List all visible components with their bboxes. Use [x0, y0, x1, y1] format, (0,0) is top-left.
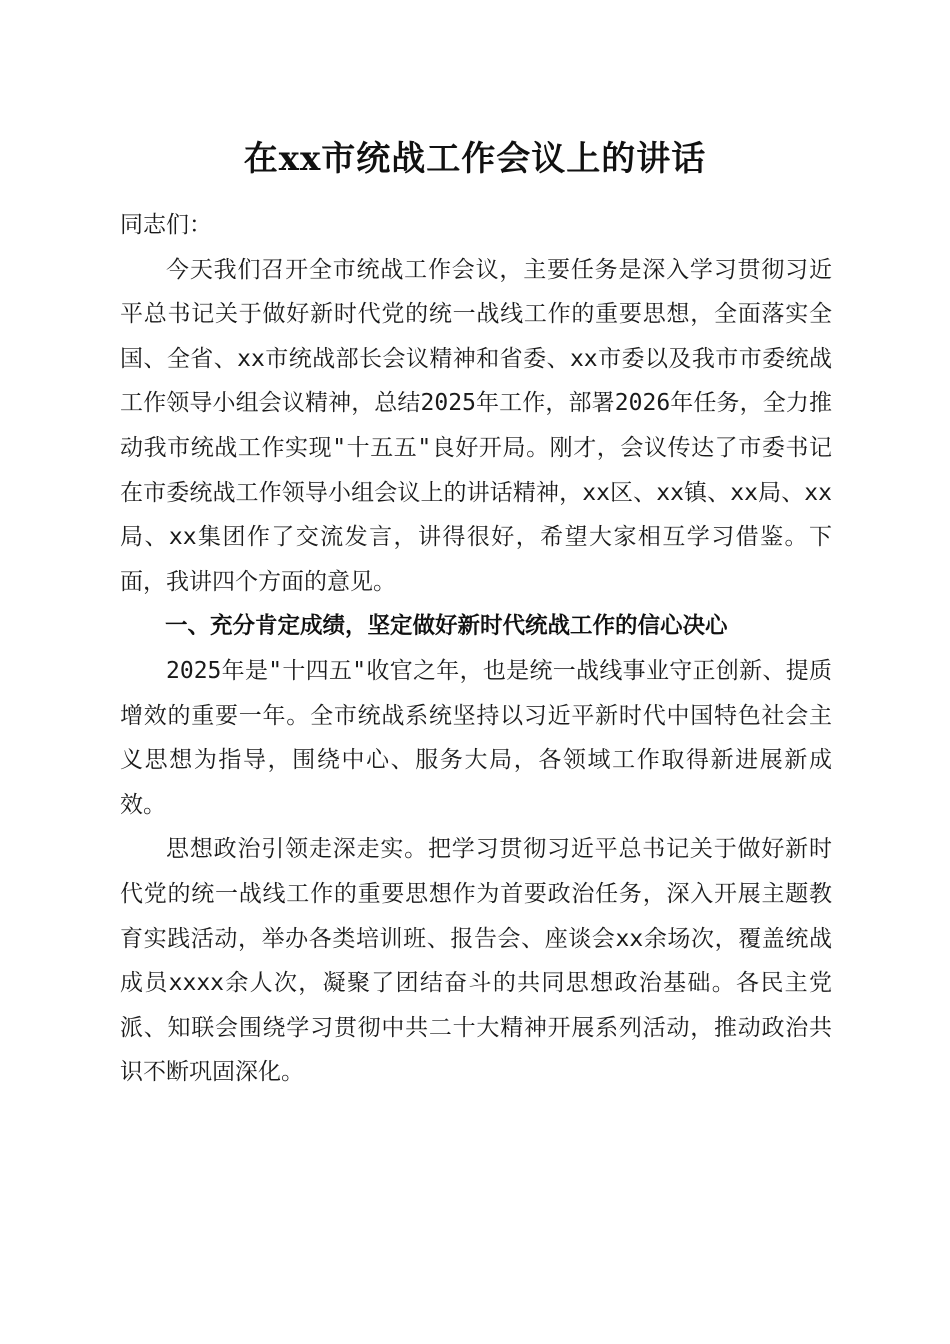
- section-heading: 一、充分肯定成绩，坚定做好新时代统战工作的信心决心: [165, 613, 728, 640]
- document-body: [120, 203, 832, 1095]
- document-title: 在xx市统战工作会议上的讲话: [243, 139, 707, 179]
- section-paragraph: 思想政治引领走深走实。把学习贯彻习近平总书记关于做好新时代党的统一战线工作的重要思想作为首要政治任务，深入开展主题教育实践活动，举办各类培训班、报告会、座谈会xx余场次，覆盖统战成员xxxx余人次，凝聚了团结奋斗的共同思想政治基础。各民主党派、知联会围绕学习贯彻中共二十大精神开展系列活动，推动政治共识不断巩固深化。: [120, 836, 832, 1086]
- intro-paragraph: 今天我们召开全市统战工作会议，主要任务是深入学习贯彻习近平总书记关于做好新时代党的统一战线工作的重要思想，全面落实全国、全省、xx市统战部长会议精神和省委、xx市委以及我市市委统战工作领导小组会议精神，总结2025年工作，部署2026年任务，全力推动我市统战工作实现"十五五"良好开局。刚才，会议传达了市委书记在市委统战工作领导小组会议上的讲话精神，xx区、xx镇、xx局、xx局、xx集团作了交流发言，讲得很好，希望大家相互学习借鉴。下面，我讲四个方面的意见。: [120, 256, 832, 595]
- salutation: 同志们：: [120, 212, 212, 238]
- section-paragraph: 2025年是"十四五"收官之年，也是统一战线事业守正创新、提质增效的重要一年。全市统战系统坚持以习近平新时代中国特色社会主义思想为指导，围绕中心、服务大局，各领域工作取得新进展新成效。: [120, 657, 832, 818]
